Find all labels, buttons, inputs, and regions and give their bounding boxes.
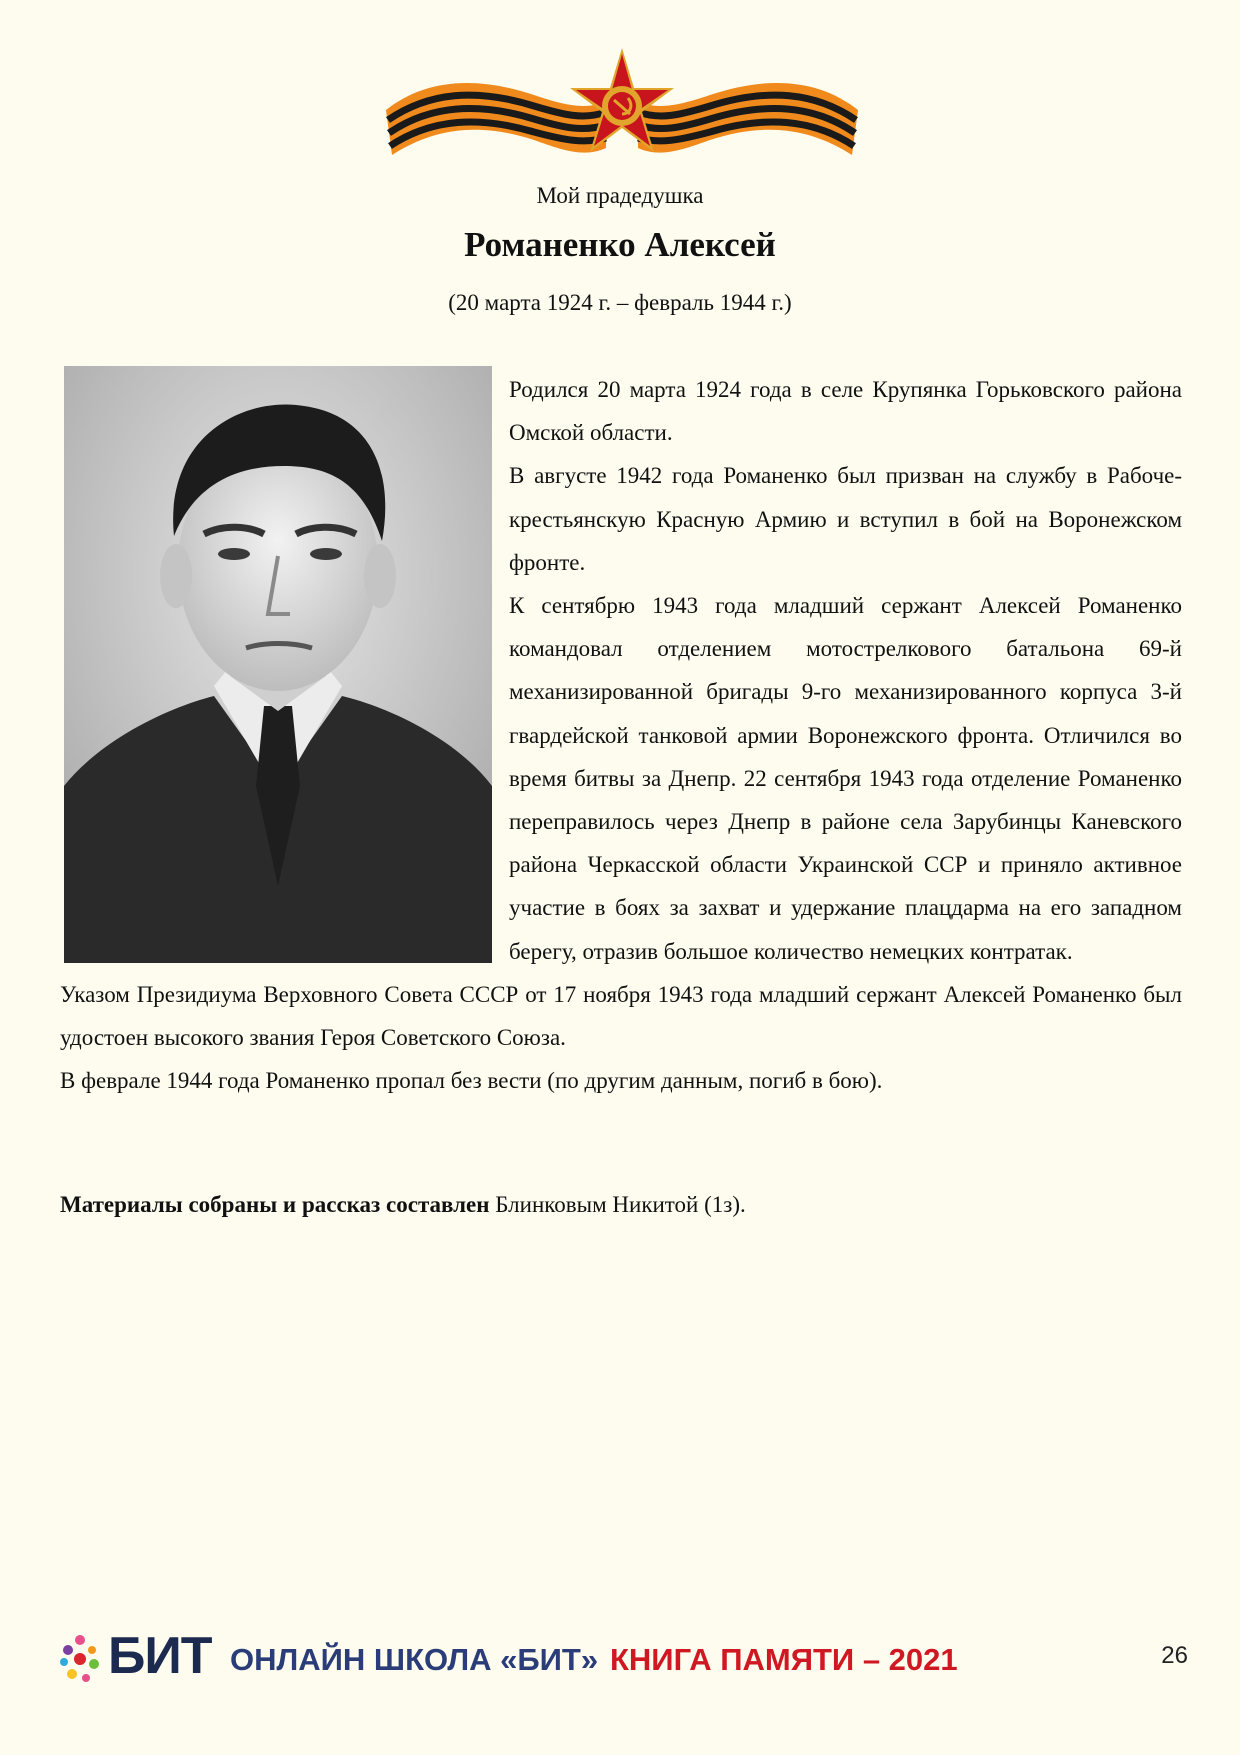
bio-paragraph: Указом Президиума Верховного Совета СССР от 17 ноября 1943 года младший сержант Алексей Романенко был удостоен высокого звания Героя Советского Союза. [60,981,1182,1051]
page-number: 26 [1161,1642,1188,1669]
biography-text [60,368,1182,1102]
credits-author: Блинковым Никитой (1з). [489,1192,746,1217]
book-title: КНИГА ПАМЯТИ – 2021 [610,1642,958,1677]
bio-paragraph: Родился 20 марта 1924 года в селе Крупянка Горьковского района Омской области. [509,377,1182,446]
footer [58,1628,1188,1688]
bio-paragraph: В августе 1942 года Романенко был призван на службу в Рабоче-крестьянскую Красную Армию и вступил в бой на Воронежском фронте. [509,463,1182,575]
logo-text: БИТ [108,1627,212,1685]
subtitle: Мой прадедушка [536,183,704,208]
page-title: Романенко Алексей [464,225,776,264]
bio-paragraph: К сентябрю 1943 года младший сержант Алексей Романенко командовал отделением мотострелкового батальона 69-й механизированной бригады 9-го механизированного корпуса 3-й гвардейской танковой армии Воронежского фронта. Отличился во время битвы за Днепр. 22 сентября 1943 года отделение Романенко переправилось через Днепр в районе села Зарубинцы Каневского района Черкасской области Украинской ССР и приняло активное участие в боях за захват и удержание плацдарма на его западном берегу, отразив большое количество немецких контратак. [509,593,1182,964]
st-george-ribbon-order-icon [384,40,860,170]
photo-wrap-spacer [60,368,509,963]
school-name: ОНЛАЙН ШКОЛА «БИТ» [230,1642,599,1677]
bio-paragraph: В феврале 1944 года Романенко пропал без вести (по другим данным, погиб в бою). [60,1068,883,1094]
bit-logo-icon [58,1632,102,1686]
credits-label: Материалы собраны и рассказ составлен [60,1192,490,1217]
life-dates: (20 марта 1924 г. – февраль 1944 г.) [448,290,792,315]
credits-line [60,1189,1182,1221]
